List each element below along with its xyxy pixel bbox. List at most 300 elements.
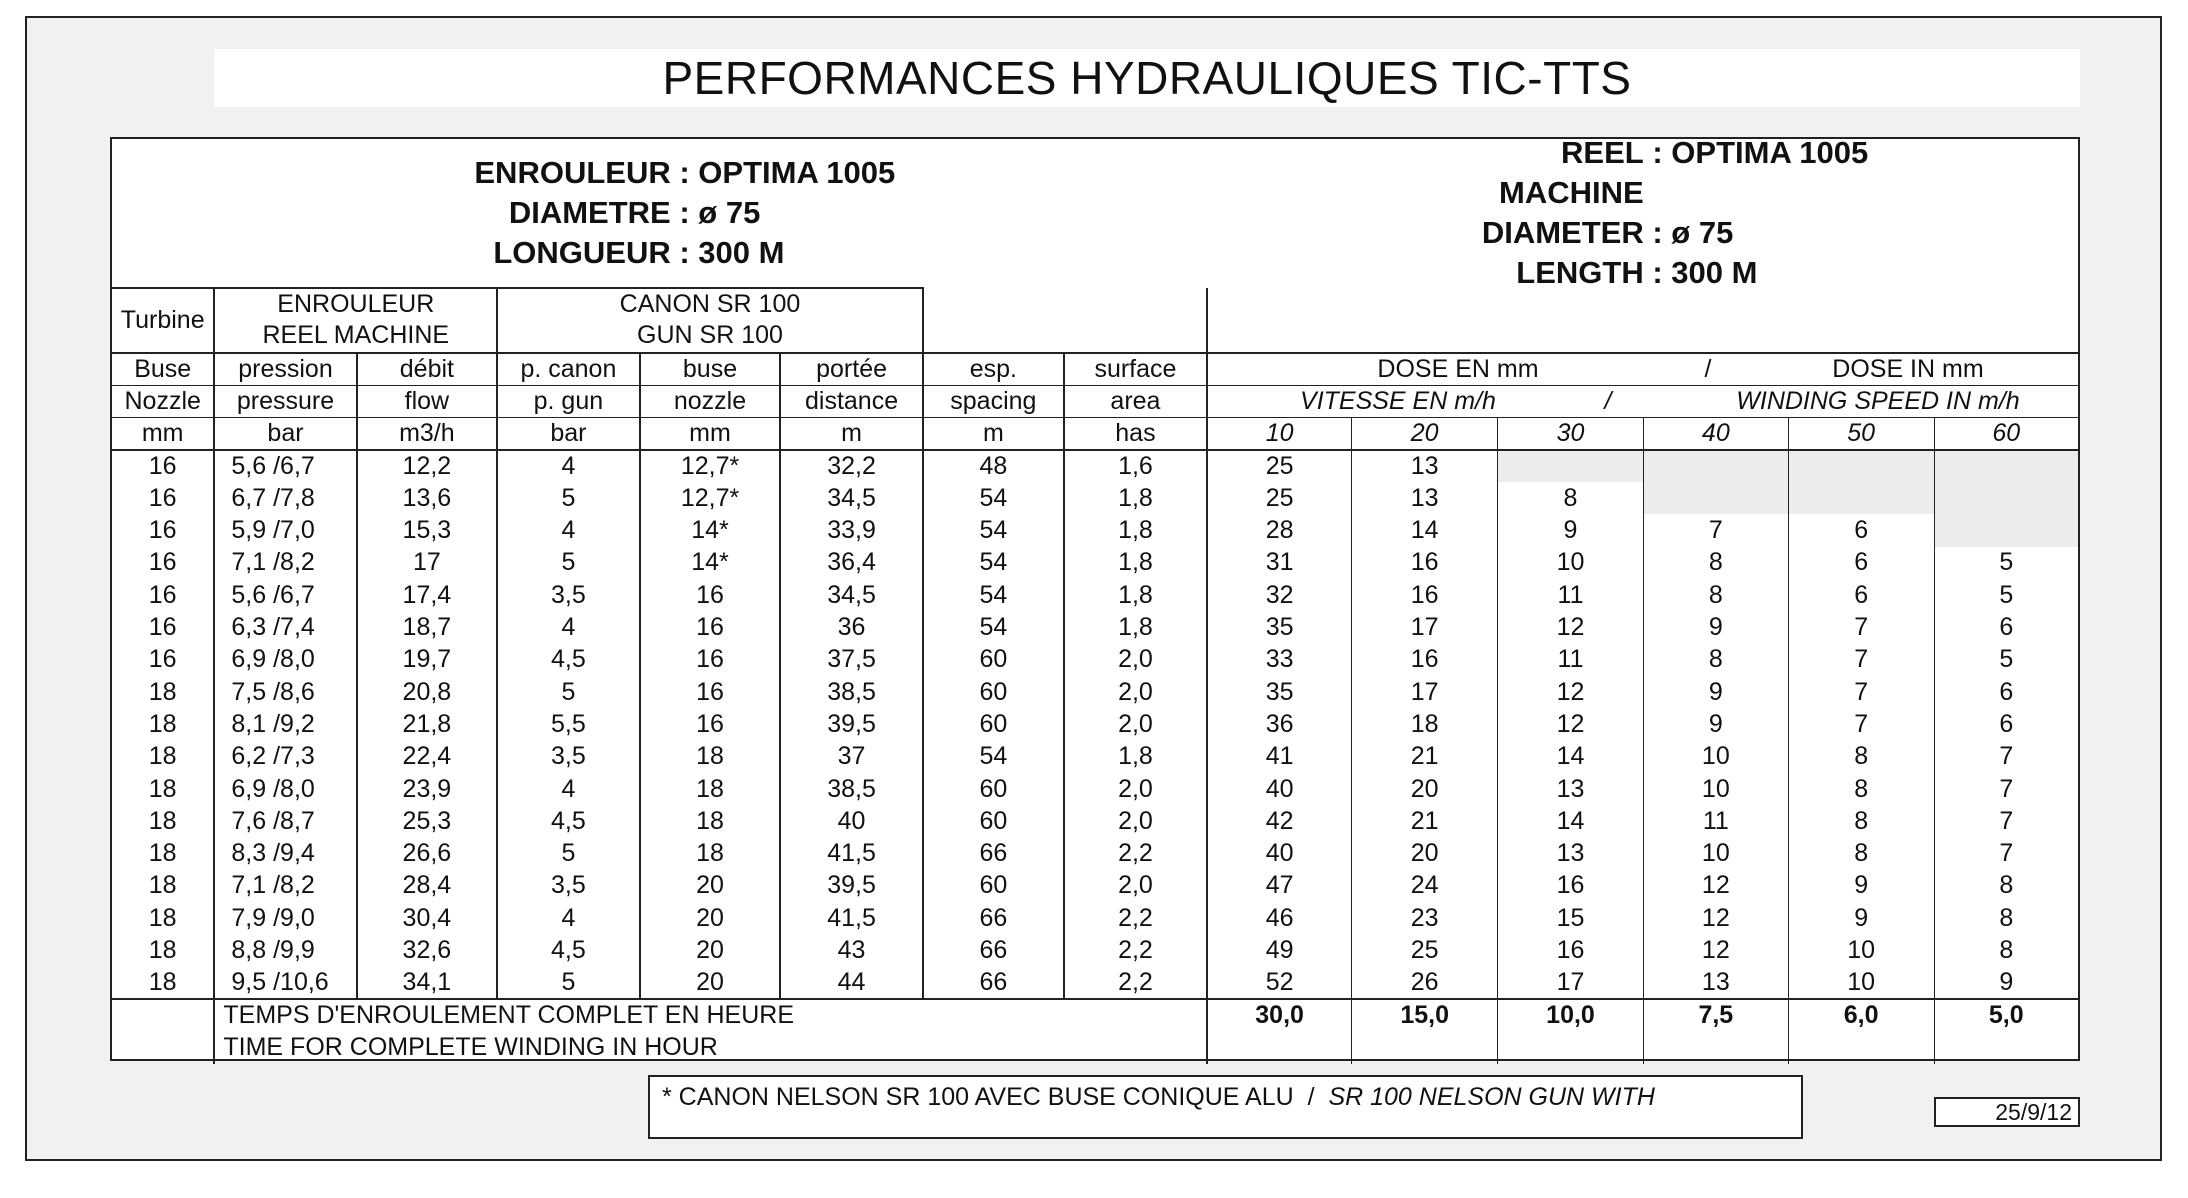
table-cell: 15,3 <box>357 514 498 546</box>
table-cell: 18 <box>148 839 177 868</box>
table-cell: 18 <box>148 967 177 996</box>
col-header-gun-pressure-fr: p. canon <box>497 353 639 386</box>
table-cell: 8 <box>1643 644 1788 676</box>
table-cell: 66 <box>923 902 1064 934</box>
table-cell: 2,2 <box>1064 837 1207 869</box>
table-cell: 16 <box>148 516 177 545</box>
col-header-flow-fr: débit <box>357 353 498 386</box>
table-cell: 13 <box>1498 837 1644 869</box>
table-cell: 18 <box>148 903 177 932</box>
table-cell: 2,0 <box>1064 805 1207 837</box>
table-cell: 35 <box>1207 676 1352 708</box>
table-cell <box>1788 450 1934 482</box>
table-cell: 18 <box>148 774 177 803</box>
table-cell: 31 <box>1207 547 1352 579</box>
table-cell: 12,7* <box>640 450 781 482</box>
table-cell: 18 <box>148 742 177 771</box>
table-cell: 7,6 /8,7 <box>214 805 356 837</box>
table-cell: 54 <box>923 482 1064 514</box>
table-cell: 33 <box>1207 644 1352 676</box>
unit-distance: m <box>780 417 922 450</box>
table-cell: 13 <box>1352 482 1498 514</box>
table-cell: 60 <box>923 773 1064 805</box>
col-header-gun-nozzle-en: nozzle <box>640 385 781 417</box>
table-row <box>112 708 2078 740</box>
table-cell: 20 <box>1352 837 1498 869</box>
table-cell: 66 <box>923 934 1064 966</box>
table-cell: 7,1 /8,2 <box>214 547 356 579</box>
table-cell: 17 <box>1498 967 1644 999</box>
table-cell: 4 <box>497 514 639 546</box>
footnote-fr: * CANON NELSON SR 100 AVEC BUSE CONIQUE ALU <box>662 1083 1294 1111</box>
speed-col-60: 60 <box>1934 417 2078 450</box>
table-cell: 16 <box>1498 870 1644 902</box>
table-cell: 5,9 /7,0 <box>214 514 356 546</box>
unit-gun-pressure: bar <box>497 417 639 450</box>
table-cell: 34,5 <box>780 482 922 514</box>
table-cell: 13 <box>1498 773 1644 805</box>
table-cell: 54 <box>923 741 1064 773</box>
table-cell: 34,5 <box>780 579 922 611</box>
table-cell: 20 <box>640 902 781 934</box>
table-cell: 25,3 <box>357 805 498 837</box>
table-cell: 18,7 <box>357 611 498 643</box>
table-cell: 16 <box>640 644 781 676</box>
table-cell: 21 <box>1352 741 1498 773</box>
table-cell: 14* <box>640 547 781 579</box>
table-cell: 6 <box>1788 579 1934 611</box>
table-cell: 52 <box>1207 967 1352 999</box>
table-cell: 20 <box>640 870 781 902</box>
table-cell: 60 <box>923 676 1064 708</box>
table-cell: 6 <box>1934 676 2078 708</box>
table-cell: 5,6 /6,7 <box>214 450 356 482</box>
table-row <box>112 611 2078 643</box>
table-cell: 60 <box>923 870 1064 902</box>
table-cell: 41,5 <box>780 902 922 934</box>
table-cell: 6,2 /7,3 <box>214 741 356 773</box>
table-cell: 6,9 /8,0 <box>214 773 356 805</box>
table-cell: 4 <box>497 773 639 805</box>
table-cell: 28,4 <box>357 870 498 902</box>
table-row <box>112 967 2078 999</box>
table-cell: 54 <box>923 547 1064 579</box>
table-cell: 54 <box>923 579 1064 611</box>
table-cell <box>1643 450 1788 482</box>
table-cell: 46 <box>1207 902 1352 934</box>
speed-col-30: 30 <box>1498 417 1644 450</box>
table-cell: 54 <box>923 611 1064 643</box>
table-cell: 13,6 <box>357 482 498 514</box>
table-cell <box>1934 514 2078 546</box>
table-cell: 1,8 <box>1064 514 1207 546</box>
table-cell: 16 <box>1352 547 1498 579</box>
table-cell: 39,5 <box>780 708 922 740</box>
col-header-gun-pressure-en: p. gun <box>497 385 639 417</box>
speed-header <box>1207 385 2078 417</box>
table-cell: 22,4 <box>357 741 498 773</box>
table-cell: 18 <box>640 837 781 869</box>
table-cell: 9 <box>1498 514 1644 546</box>
table-cell: 25 <box>1207 450 1352 482</box>
col-header-pressure-en: pressure <box>214 385 356 417</box>
table-cell: 18 <box>148 806 177 835</box>
table-cell: 11 <box>1643 805 1788 837</box>
table-cell: 60 <box>923 805 1064 837</box>
table-cell: 12,7* <box>640 482 781 514</box>
table-cell: 6 <box>1934 708 2078 740</box>
winding-time-value: 6,0 <box>1788 999 1934 1064</box>
table-cell: 12,2 <box>357 450 498 482</box>
table-cell: 44 <box>780 967 922 999</box>
gun-group-header-fr: CANON SR 100 <box>497 288 923 320</box>
table-row <box>112 644 2078 676</box>
table-cell: 26 <box>1352 967 1498 999</box>
table-cell: 2,0 <box>1064 870 1207 902</box>
speed-fr: VITESSE EN m/h <box>1300 386 1496 415</box>
table-cell: 3,5 <box>497 741 639 773</box>
table-cell: 23 <box>1352 902 1498 934</box>
group-header-row-en <box>112 320 2078 352</box>
speed-slash: / <box>1604 386 1612 415</box>
table-cell: 37,5 <box>780 644 922 676</box>
table-cell: 10 <box>1643 741 1788 773</box>
table-cell: 6,9 /8,0 <box>214 644 356 676</box>
table-row <box>112 482 2078 514</box>
table-cell: 6 <box>1934 611 2078 643</box>
header-diameter-line: DIAMETRE : ø 75 <box>429 193 904 233</box>
header-right-spacer-en <box>1207 320 2078 352</box>
table-cell: 2,0 <box>1064 676 1207 708</box>
table-row <box>112 773 2078 805</box>
table-cell: 5 <box>1934 644 2078 676</box>
table-cell: 9 <box>1788 902 1934 934</box>
table-cell: 36,4 <box>780 547 922 579</box>
table-cell: 14 <box>1498 741 1644 773</box>
table-cell: 10 <box>1788 967 1934 999</box>
table-cell: 18 <box>640 741 781 773</box>
table-cell: 37 <box>780 741 922 773</box>
table-cell: 3,5 <box>497 870 639 902</box>
table-cell: 4,5 <box>497 934 639 966</box>
group-header-spacer <box>923 288 1207 320</box>
table-cell: 15 <box>1498 902 1644 934</box>
footnote-en: SR 100 NELSON GUN WITH <box>1328 1083 1655 1111</box>
table-cell: 16 <box>1498 934 1644 966</box>
table-cell: 18 <box>148 709 177 738</box>
table-cell: 17,4 <box>357 579 498 611</box>
table-cell: 1,8 <box>1064 547 1207 579</box>
table-cell: 8 <box>1643 579 1788 611</box>
table-cell: 21 <box>1352 805 1498 837</box>
table-cell: 16 <box>640 579 781 611</box>
table-cell: 20,8 <box>357 676 498 708</box>
winding-time-label-fr: TEMPS D'ENROULEMENT COMPLET EN HEURE <box>214 999 1207 1031</box>
table-cell: 11 <box>1498 644 1644 676</box>
winding-time-value: 15,0 <box>1352 999 1498 1064</box>
col-header-nozzle-en: Nozzle <box>112 385 214 417</box>
col-header-flow-en: flow <box>357 385 498 417</box>
table-cell: 40 <box>1207 773 1352 805</box>
table-cell: 8 <box>1934 870 2078 902</box>
table-cell: 14* <box>640 514 781 546</box>
table-row <box>112 934 2078 966</box>
table-cell: 21,8 <box>357 708 498 740</box>
table-cell: 2,0 <box>1064 773 1207 805</box>
table-cell: 40 <box>1207 837 1352 869</box>
length-value: 300 M <box>698 235 785 270</box>
performance-sheet <box>110 137 2080 1061</box>
table-cell: 18 <box>148 935 177 964</box>
table-cell: 25 <box>1352 934 1498 966</box>
table-cell: 9 <box>1643 676 1788 708</box>
table-cell: 1,8 <box>1064 611 1207 643</box>
table-cell: 7,5 /8,6 <box>214 676 356 708</box>
unit-gun-nozzle: mm <box>640 417 781 450</box>
table-cell: 8 <box>1788 805 1934 837</box>
table-cell: 12 <box>1643 934 1788 966</box>
table-cell: 5,6 /6,7 <box>214 579 356 611</box>
table-cell: 13 <box>1643 967 1788 999</box>
units-row <box>112 417 2078 450</box>
table-cell: 16 <box>148 548 177 577</box>
table-cell: 4 <box>497 902 639 934</box>
winding-time-value: 7,5 <box>1643 999 1788 1064</box>
header-machine-line: ENROULEUR : OPTIMA 1005 <box>429 153 904 193</box>
turbine-header: Turbine <box>112 288 214 353</box>
table-cell: 16 <box>640 708 781 740</box>
table-cell: 49 <box>1207 934 1352 966</box>
dose-slash: / <box>1704 354 1712 383</box>
speed-col-10: 10 <box>1207 417 1352 450</box>
length-label: LONGUEUR <box>493 235 671 270</box>
table-cell: 18 <box>640 773 781 805</box>
unit-flow: m3/h <box>357 417 498 450</box>
col-header-area-fr: surface <box>1064 353 1207 386</box>
table-cell: 25 <box>1207 482 1352 514</box>
diameter-label-en: DIAMETER <box>1481 215 1644 250</box>
table-cell: 7 <box>1788 676 1934 708</box>
table-cell: 10 <box>1788 934 1934 966</box>
table-cell <box>1643 482 1788 514</box>
footnote-separator: / <box>1307 1083 1315 1111</box>
table-cell: 7 <box>1934 837 2078 869</box>
table-cell: 32 <box>1207 579 1352 611</box>
table-cell: 8,1 /9,2 <box>214 708 356 740</box>
table-cell: 60 <box>923 708 1064 740</box>
table-cell <box>1788 482 1934 514</box>
table-cell: 8,8 /9,9 <box>214 934 356 966</box>
column-header-row-fr <box>112 353 2078 386</box>
winding-time-row <box>112 999 2078 1031</box>
table-cell: 8 <box>1788 773 1934 805</box>
table-cell <box>1498 450 1644 482</box>
table-cell: 1,8 <box>1064 482 1207 514</box>
table-cell: 18 <box>148 677 177 706</box>
table-cell: 66 <box>923 967 1064 999</box>
table-cell: 36 <box>780 611 922 643</box>
table-cell: 16 <box>112 450 214 482</box>
table-cell: 60 <box>923 644 1064 676</box>
table-cell: 54 <box>923 514 1064 546</box>
col-header-distance-en: distance <box>780 385 922 417</box>
table-cell: 16 <box>148 580 177 609</box>
table-cell: 14 <box>1352 514 1498 546</box>
table-cell: 6,3 /7,4 <box>214 611 356 643</box>
length-label-en: LENGTH <box>1516 255 1644 290</box>
table-cell: 1,6 <box>1064 450 1207 482</box>
speed-en: WINDING SPEED IN m/h <box>1736 386 2020 415</box>
table-cell: 6 <box>1788 547 1934 579</box>
table-cell: 16 <box>148 645 177 674</box>
table-cell: 4,5 <box>497 644 639 676</box>
table-cell: 4 <box>497 611 639 643</box>
col-header-spacing-en: spacing <box>923 385 1064 417</box>
unit-spacing: m <box>923 417 1064 450</box>
speed-col-40: 40 <box>1643 417 1788 450</box>
table-cell: 7,1 /8,2 <box>214 870 356 902</box>
table-cell: 3,5 <box>497 579 639 611</box>
table-cell: 18 <box>1352 708 1498 740</box>
winding-time-spacer <box>112 999 214 1064</box>
table-cell: 5 <box>497 547 639 579</box>
table-cell: 8 <box>1643 547 1788 579</box>
table-cell: 14 <box>1498 805 1644 837</box>
table-cell: 66 <box>923 837 1064 869</box>
performance-table <box>112 287 2078 1064</box>
table-cell: 16 <box>148 483 177 512</box>
col-header-pressure-fr: pression <box>214 353 356 386</box>
machine-value: OPTIMA 1005 <box>698 155 896 190</box>
table-cell: 32,6 <box>357 934 498 966</box>
winding-time-value: 10,0 <box>1498 999 1644 1064</box>
header-length-line-en: LENGTH : 300 M <box>1424 253 1877 293</box>
header-french <box>112 139 1220 287</box>
table-row <box>112 676 2078 708</box>
col-header-distance-fr: portée <box>780 353 922 386</box>
table-row <box>112 741 2078 773</box>
diameter-label: DIAMETRE <box>508 195 671 230</box>
table-cell: 38,5 <box>780 773 922 805</box>
table-cell: 5 <box>497 676 639 708</box>
unit-area: has <box>1064 417 1207 450</box>
gun-group-header-en: GUN SR 100 <box>497 320 923 352</box>
table-cell: 48 <box>923 450 1064 482</box>
table-cell: 8 <box>1934 934 2078 966</box>
table-cell: 6 <box>1788 514 1934 546</box>
table-cell: 19,7 <box>357 644 498 676</box>
table-row <box>112 805 2078 837</box>
col-header-nozzle-fr: Buse <box>112 353 214 386</box>
column-header-row-en <box>112 385 2078 417</box>
table-cell: 5 <box>1934 579 2078 611</box>
group-header-row <box>112 288 2078 320</box>
table-cell: 7 <box>1934 741 2078 773</box>
dose-header <box>1207 353 2078 386</box>
table-cell: 40 <box>780 805 922 837</box>
table-cell: 4 <box>497 450 639 482</box>
table-cell: 10 <box>1643 773 1788 805</box>
table-cell: 20 <box>1352 773 1498 805</box>
table-cell: 8 <box>1934 902 2078 934</box>
table-cell: 35 <box>1207 611 1352 643</box>
table-cell: 2,2 <box>1064 967 1207 999</box>
table-cell: 4,5 <box>497 805 639 837</box>
table-cell: 8,3 /9,4 <box>214 837 356 869</box>
table-cell: 43 <box>780 934 922 966</box>
page-title: PERFORMANCES HYDRAULIQUES TIC-TTS <box>214 49 2080 107</box>
table-cell: 12 <box>1643 902 1788 934</box>
table-cell: 34,1 <box>357 967 498 999</box>
speed-col-20: 20 <box>1352 417 1498 450</box>
table-cell: 7 <box>1788 708 1934 740</box>
table-cell: 12 <box>1498 611 1644 643</box>
table-cell: 12 <box>1643 870 1788 902</box>
col-header-spacing-fr: esp. <box>923 353 1064 386</box>
table-cell: 17 <box>1352 611 1498 643</box>
table-cell: 38,5 <box>780 676 922 708</box>
table-cell: 33,9 <box>780 514 922 546</box>
header-right-spacer <box>1207 288 2078 320</box>
reel-group-header-en: REEL MACHINE <box>214 320 497 352</box>
table-cell: 20 <box>640 934 781 966</box>
table-cell: 42 <box>1207 805 1352 837</box>
table-cell: 12 <box>1498 708 1644 740</box>
table-cell: 9,5 /10,6 <box>214 967 356 999</box>
table-row <box>112 870 2078 902</box>
table-cell: 1,8 <box>1064 741 1207 773</box>
speed-col-50: 50 <box>1788 417 1934 450</box>
col-header-area-en: area <box>1064 385 1207 417</box>
reel-group-header-fr: ENROULEUR <box>214 288 497 320</box>
diameter-value: ø 75 <box>698 195 761 230</box>
table-cell: 32,2 <box>780 450 922 482</box>
table-cell: 9 <box>1934 967 2078 999</box>
table-cell: 16 <box>148 613 177 642</box>
winding-time-label-en: TIME FOR COMPLETE WINDING IN HOUR <box>214 1031 1207 1063</box>
table-cell: 7 <box>1643 514 1788 546</box>
table-cell: 7 <box>1788 611 1934 643</box>
table-cell: 23,9 <box>357 773 498 805</box>
table-cell: 17 <box>1352 676 1498 708</box>
table-cell: 16 <box>640 676 781 708</box>
table-cell: 10 <box>1643 837 1788 869</box>
table-cell: 9 <box>1788 870 1934 902</box>
table-cell: 5 <box>497 482 639 514</box>
table-cell: 2,2 <box>1064 934 1207 966</box>
table-cell: 2,0 <box>1064 644 1207 676</box>
table-cell: 47 <box>1207 870 1352 902</box>
unit-nozzle: mm <box>112 417 214 450</box>
table-cell: 18 <box>148 871 177 900</box>
table-cell: 36 <box>1207 708 1352 740</box>
table-cell: 9 <box>1643 611 1788 643</box>
length-value-en: 300 M <box>1671 255 1758 290</box>
date-stamp: 25/9/12 <box>1934 1097 2080 1127</box>
table-cell: 6,7 /7,8 <box>214 482 356 514</box>
table-cell: 39,5 <box>780 870 922 902</box>
table-cell: 16 <box>1352 644 1498 676</box>
table-cell: 7 <box>1788 644 1934 676</box>
table-cell: 10 <box>1498 547 1644 579</box>
table-row <box>112 450 2078 482</box>
table-cell: 7,9 /9,0 <box>214 902 356 934</box>
table-cell: 5,5 <box>497 708 639 740</box>
table-cell <box>1934 482 2078 514</box>
table-cell: 18 <box>640 805 781 837</box>
table-cell: 8 <box>1788 837 1934 869</box>
table-row <box>112 514 2078 546</box>
